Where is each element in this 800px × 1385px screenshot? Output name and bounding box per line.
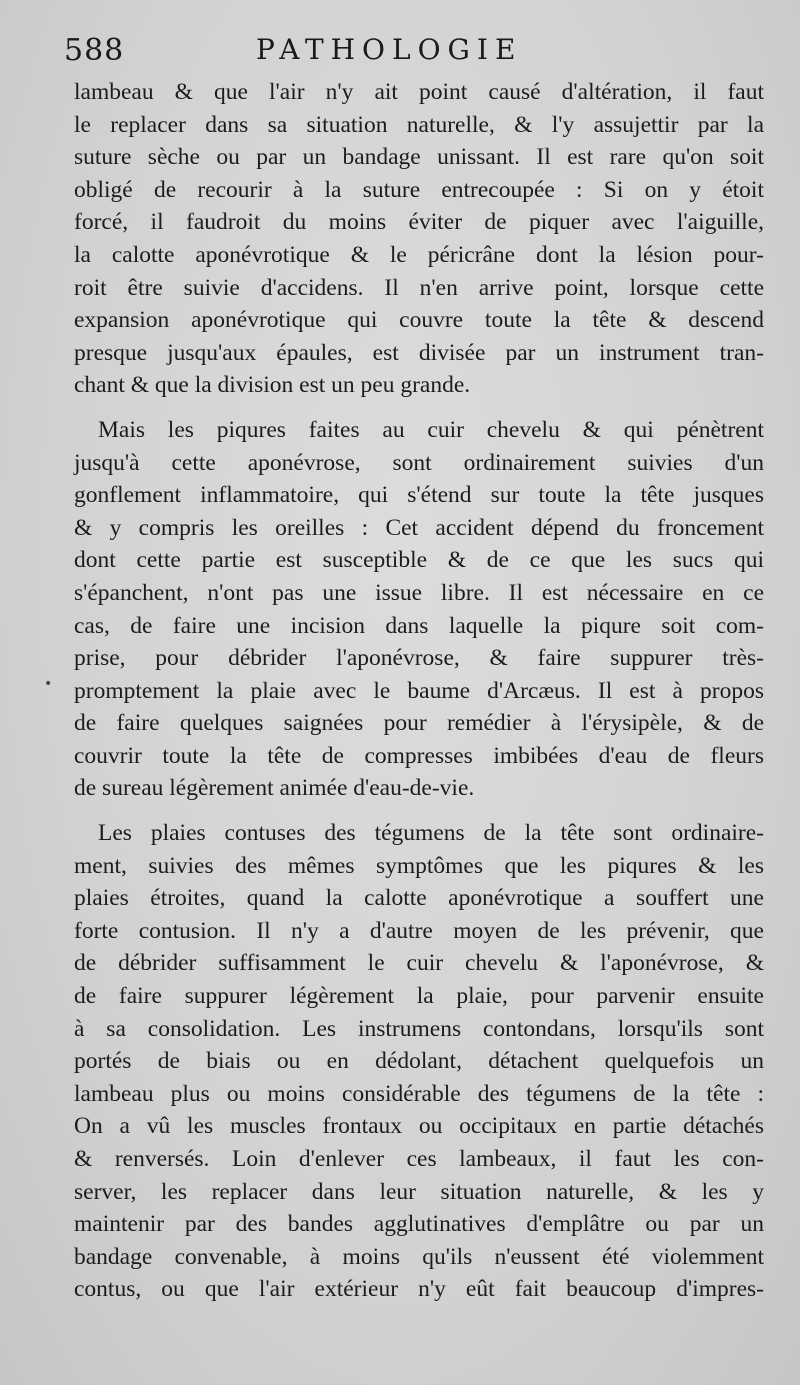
text-line: bandage convenable, à moins qu'ils n'eussent été violemment [74,1243,764,1270]
text-line: obligé de recourir à la suture entrecoupée : Si on y étoit [74,176,764,203]
text-line: suture sèche ou par un bandage unissant. Il est rare qu'on soit [74,144,764,171]
text-line: forte contusion. Il n'y a d'autre moyen de les prévenir, que [74,917,764,944]
text-line: de faire quelques saignées pour remédier à l'érysipèle, & de [74,710,764,737]
margin-mark: • [44,676,53,692]
page-number: 588 [64,33,125,68]
text-line: dont cette partie est susceptible & de ce que les sucs qui [74,547,764,574]
text-line: roit être suivie d'accidens. Il n'en arrive point, lorsque cette [74,274,764,301]
text-line: expansion aponévrotique qui couvre toute la tête & descend [74,307,764,334]
text-line: prise, pour débrider l'aponévrose, & faire suppurer très- [74,645,764,672]
text-line: le replacer dans sa situation naturelle, & l'y assujettir par la [74,111,764,138]
text-line: s'épanchent, n'ont pas une issue libre. Il est nécessaire en ce [74,579,764,606]
text-line: jusqu'à cette aponévrose, sont ordinairement suivies d'un [74,449,764,476]
text-line: & y compris les oreilles : Cet accident dépend du froncement [74,514,764,541]
paragraph [74,76,764,402]
text-line: de faire suppurer légèrement la plaie, pour parvenir ensuite [74,983,764,1010]
text-line: chant & que la division est un peu grande. [74,372,471,399]
body-text [74,76,764,1306]
text-line: server, les replacer dans leur situation naturelle, & les y [74,1178,764,1205]
text-line: lambeau & que l'air n'y ait point causé d'altération, il faut [74,79,764,105]
text-line: maintenir par des bandes agglutinatives d'emplâtre ou par un [74,1211,764,1238]
text-line: lambeau plus ou moins considérable des tégumens de la tête : [74,1080,764,1107]
running-head: PATHOLOGIE [256,33,523,66]
text-line: contus, ou que l'air extérieur n'y eût fait beaucoup d'impres- [74,1276,764,1303]
paragraph [74,414,764,805]
text-line: & renversés. Loin d'enlever ces lambeaux, il faut les con- [74,1146,764,1172]
text-line: couvrir toute la tête de compresses imbibées d'eau de fleurs [74,742,764,769]
text-line: de débrider suffisamment le cuir chevelu & l'aponévrose, & [74,950,764,977]
text-line: Les plaies contuses des tégumens de la tête sont ordinaire- [98,820,764,847]
text-line: de sureau légèrement animée d'eau-de-vie. [74,775,475,802]
text-line: presque jusqu'aux épaules, est divisée par un instrument tran- [74,339,764,366]
text-line: la calotte aponévrotique & le péricrâne dont la lésion pour- [74,241,764,268]
paragraph [74,817,764,1306]
text-line: à sa consolidation. Les instrumens contondans, lorsqu'ils sont [74,1015,764,1042]
text-line: forcé, il faudroit du moins éviter de piquer avec l'aiguille, [74,209,764,236]
text-line: cas, de faire une incision dans laquelle la piqure soit com- [74,612,764,639]
text-line: ment, suivies des mêmes symptômes que les piqures & les [74,852,764,879]
page-header [64,33,764,73]
text-line: plaies étroites, quand la calotte aponévrotique a souffert une [74,885,764,912]
text-line: gonflement inflammatoire, qui s'étend sur toute la tête jusques [74,482,764,509]
text-line: promptement la plaie avec le baume d'Arcæus. Il est à propos [74,677,764,704]
text-line: On a vû les muscles frontaux ou occipitaux en partie détachés [74,1113,764,1140]
text-line: portés de biais ou en dédolant, détachent quelquefois un [74,1048,764,1075]
text-line: Mais les piqures faites au cuir chevelu & qui pénètrent [98,416,764,443]
